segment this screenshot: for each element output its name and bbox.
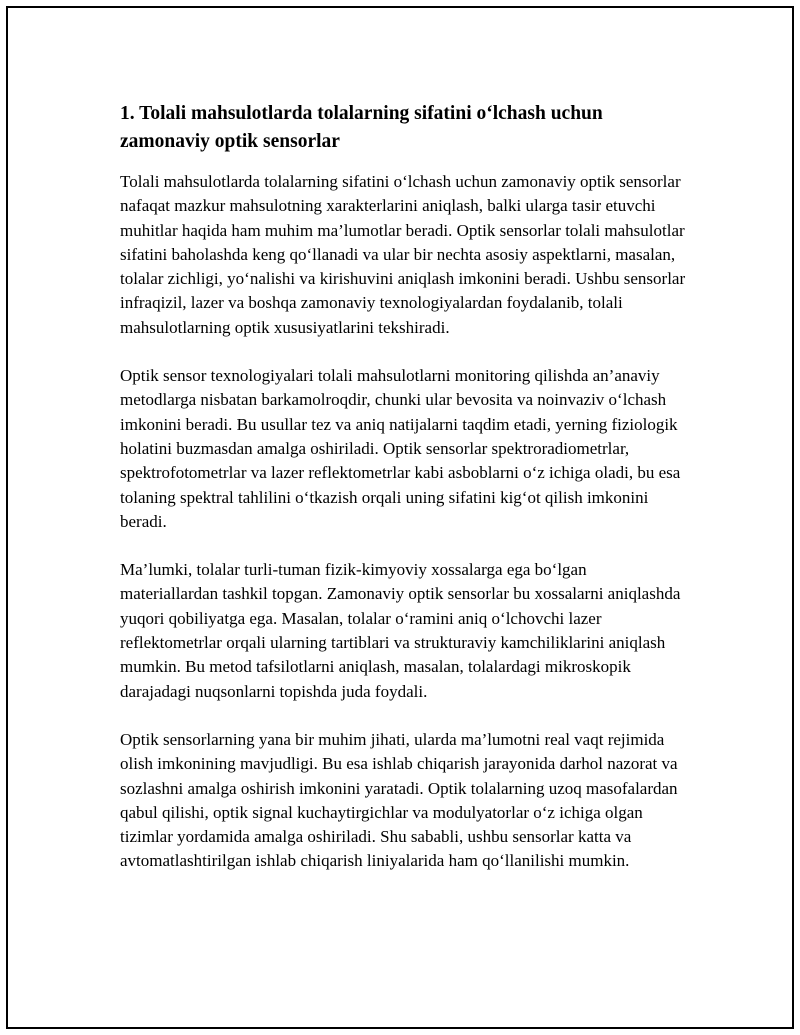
document-content: [120, 100, 688, 898]
paragraph-1: Tolali mahsulotlarda tolalarning sifatini o‘lchash uchun zamonaviy optik sensorlar nafaqat mazkur mahsulotning xarakterlarini aniqlash, balki ularga tasir etuvchi muhitlar haqida ham muhim ma’lumotlar beradi. Optik sensorlar tolali mahsulotlar sifatini baholashda keng qo‘llanadi va ular bir nechta asosiy aspektlarni, masalan, tolalar zichligi, yo‘nalishi va kirishuvini aniqlash imkonini beradi. Ushbu sensorlar infraqizil, lazer va boshqa zamonaviy texnologiyalardan foydalanib, tolali mahsulotlarning optik xususiyatlarini tekshiradi.: [120, 172, 686, 337]
paragraph-2: Optik sensor texnologiyalari tolali mahsulotlarni monitoring qilishda an’anaviy metodlarga nisbatan barkamolroqdir, chunki ular bevosita va noinvaziv o‘lchash imkonini beradi. Bu usullar tez va aniq natijalarni taqdim etadi, yerning fiziologik holatini buzmasdan amalga oshiriladi. Optik sensorlar spektroradiometrlar, spektrofotometrlar va lazer reflektometrlar kabi asboblarni o‘z ichiga oladi, bu esa tolaning spektral tahlilini o‘tkazish orqali uning sifatini kig‘ot qilish imkonini beradi.: [120, 366, 681, 531]
paragraph-3: Ma’lumki, tolalar turli-tuman fizik-kimyoviy xossalarga ega bo‘lgan materiallardan tashkil topgan. Zamonaviy optik sensorlar bu xossalarni aniqlashda yuqori qobiliyatga ega. Masalan, tolalar o‘ramini aniq o‘lchovchi lazer reflektometrlar orqali ularning tartiblari va strukturaviy kamchiliklarini aniqlash mumkin. Bu metod tafsilotlarni aniqlash, masalan, tolalardagi mikroskopik darajadagi nuqsonlarni topishda juda foydali.: [120, 560, 681, 701]
section-title: 1. Tolali mahsulotlarda tolalarning sifatini o‘lchash uchun zamonaviy optik sensorlar: [120, 103, 603, 152]
paragraph-4: Optik sensorlarning yana bir muhim jihati, ularda ma’lumotni real vaqt rejimida olish imkonining mavjudligi. Bu esa ishlab chiqarish jarayonida darhol nazorat va sozlashni amalga oshirish imkonini yaratadi. Optik tolalarning uzoq masofalardan qabul qilishi, optik signal kuchaytirgichlar va modulyatorlar o‘z ichiga olgan tizimlar yordamida amalga oshiriladi. Shu sababli, ushbu sensorlar katta va avtomatlashtirilgan ishlab chiqarish liniyalarida ham qo‘llanilishi mumkin.: [120, 729, 678, 871]
document-page: [6, 6, 794, 1029]
